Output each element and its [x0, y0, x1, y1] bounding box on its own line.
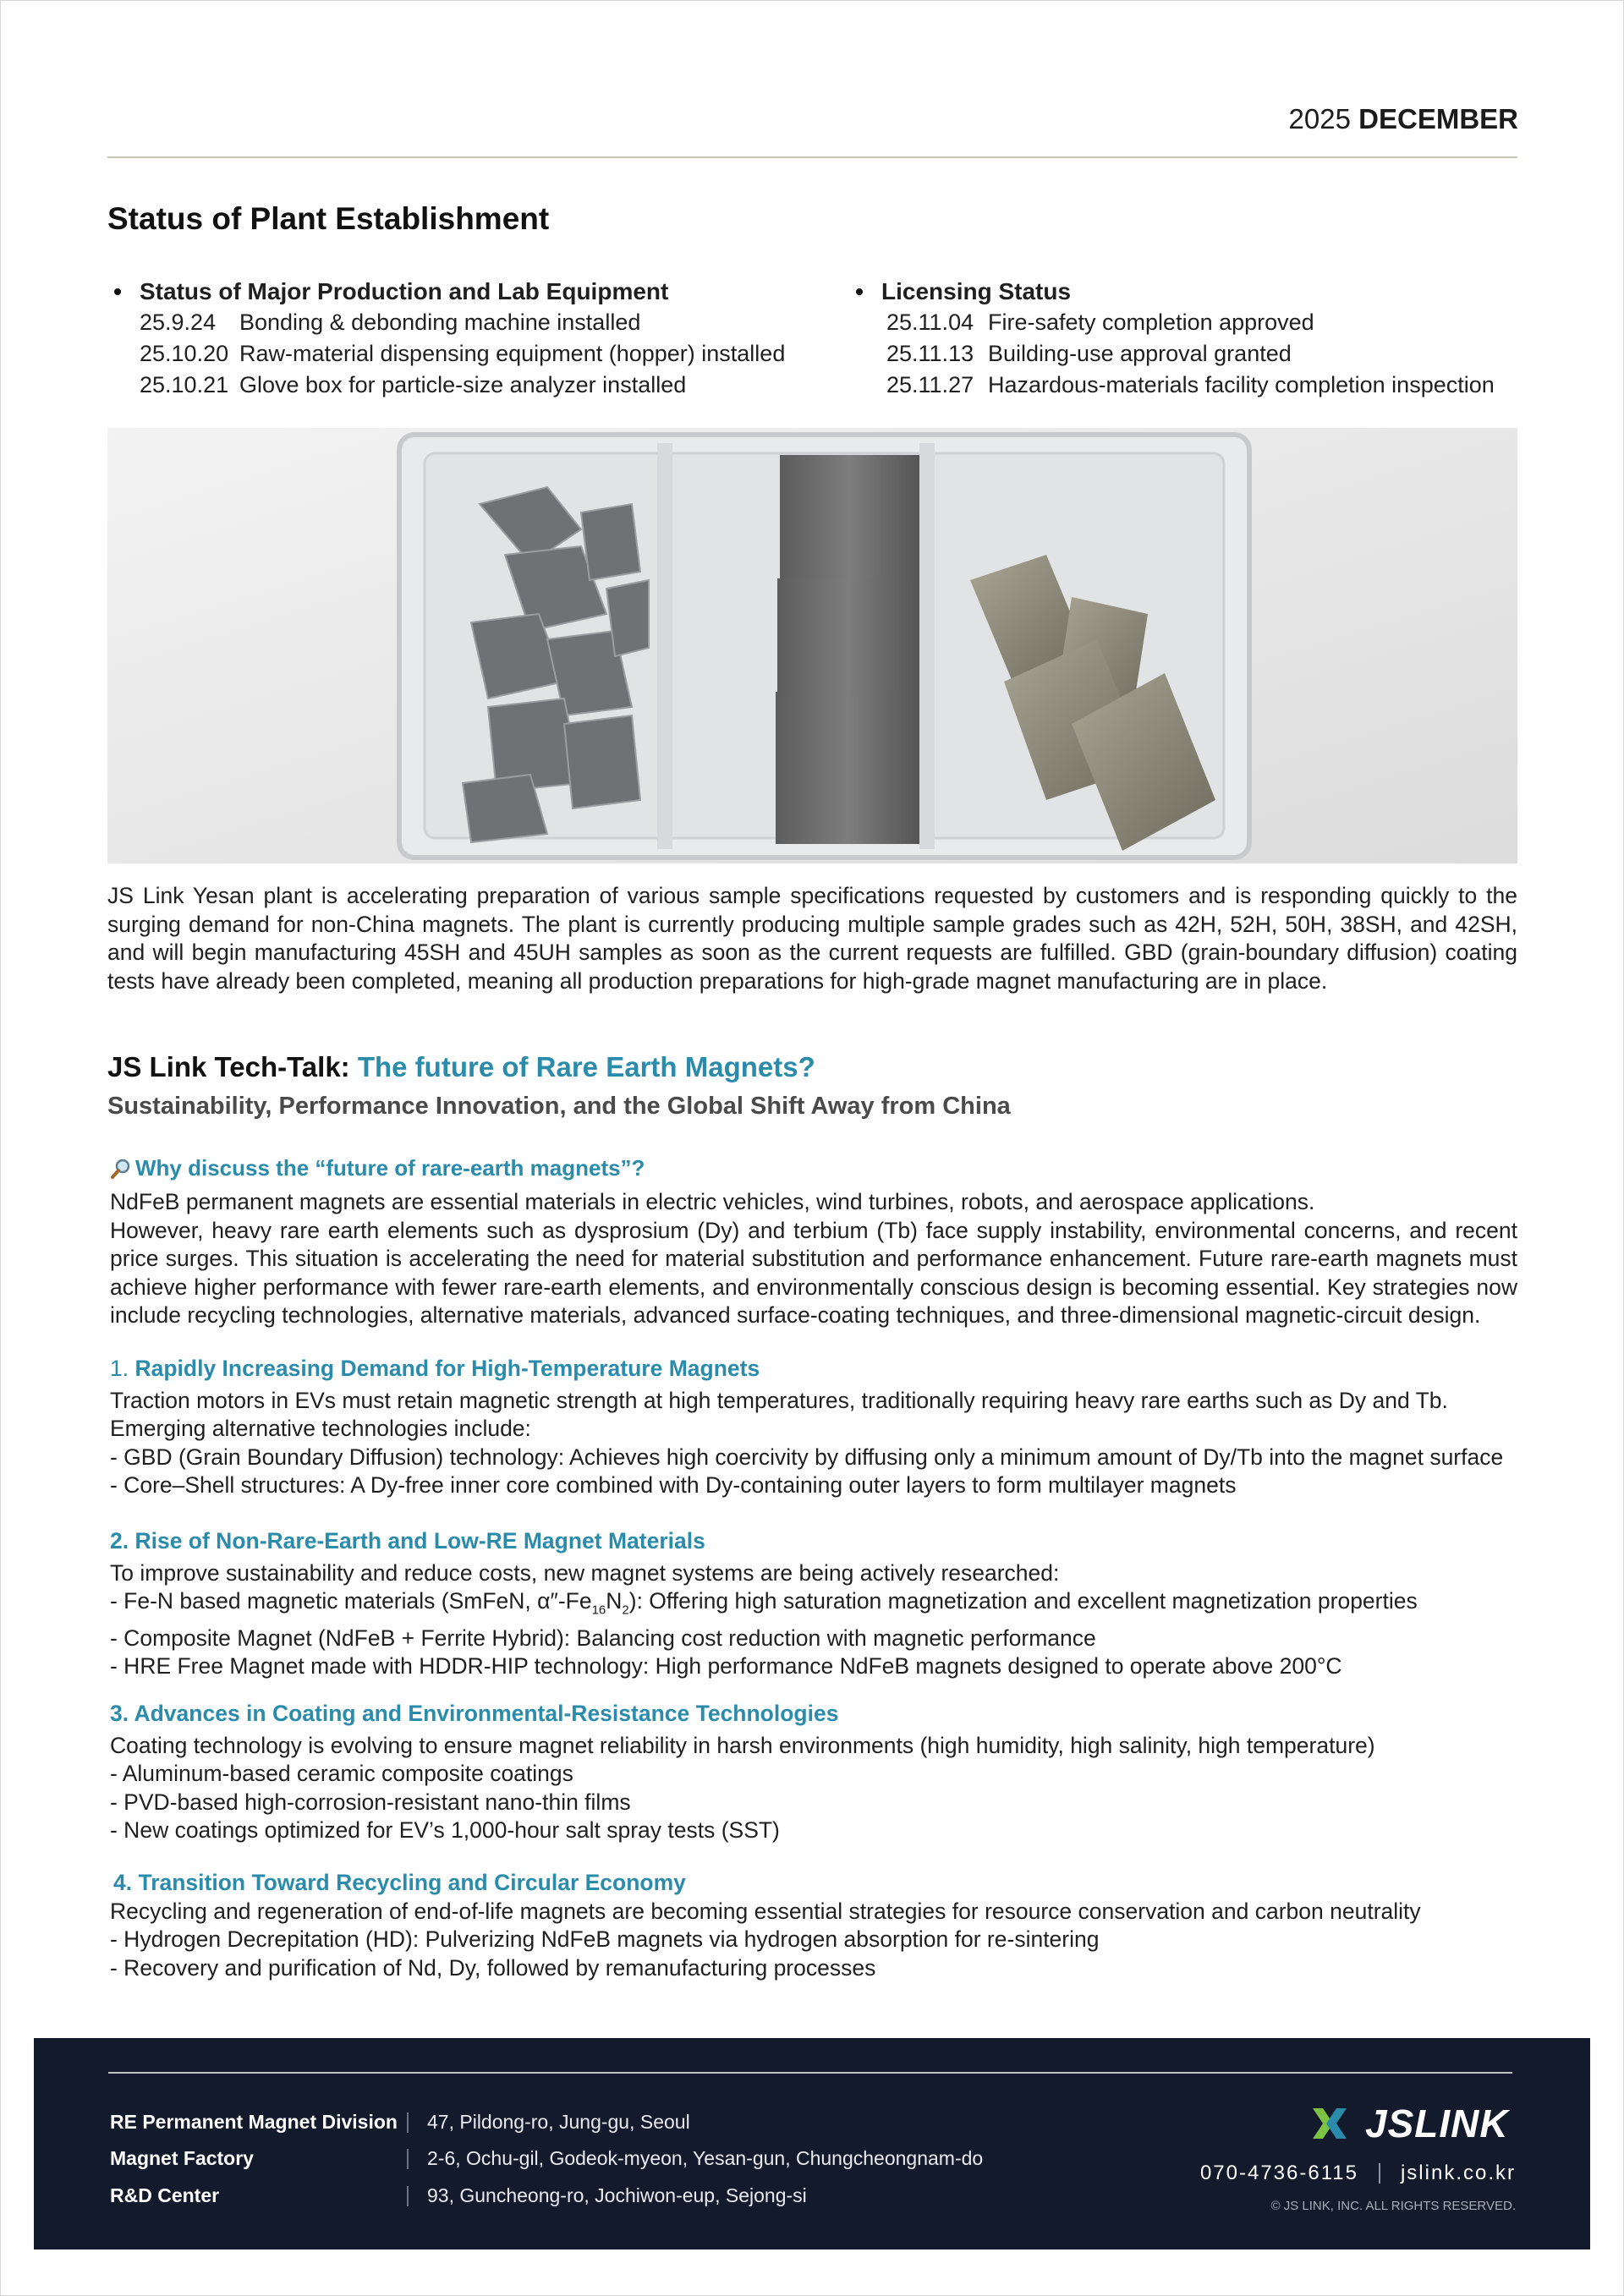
section-3	[110, 1700, 1517, 1845]
list-item: 25.11.04 Fire-safety completion approved	[886, 310, 1314, 335]
techtalk-subtitle: Sustainability, Performance Innovation, and the Global Shift Away from China	[107, 1093, 1011, 1120]
section-2-heading: 2. Rise of Non-Rare-Earth and Low-RE Magnet Materials	[110, 1528, 705, 1553]
list-item: - Recovery and purification of Nd, Dy, followed by remanufacturing processes	[110, 1954, 876, 1981]
techtalk-intro	[110, 1188, 1517, 1330]
section-1	[110, 1355, 1517, 1500]
footer-location: R&D Center 93, Guncheong-ro, Jochiwon-eup, Sejong-si	[110, 2184, 807, 2206]
issue-date	[1289, 103, 1518, 135]
footer-contact	[1200, 2162, 1516, 2185]
footer-divider	[108, 2072, 1512, 2074]
intro-line: NdFeB permanent magnets are essential materials in electric vehicles, wind turbines, robots, and aerospace applications.	[110, 1189, 1315, 1214]
magnifier-icon	[110, 1158, 132, 1180]
list-item: - Aluminum-based ceramic composite coatings	[110, 1761, 573, 1786]
section-4-heading: 4. Transition Toward Recycling and Circular Economy	[113, 1870, 686, 1895]
techtalk-title: JS Link Tech-Talk: The future of Rare Earth Magnets?	[107, 1051, 815, 1082]
why-heading: Why discuss the “future of rare-earth magnets”?	[110, 1155, 645, 1181]
logo-wordmark: JSLINK	[1365, 2101, 1509, 2145]
equipment-status-list	[114, 276, 842, 401]
licensing-status-list	[856, 276, 1533, 401]
list-item: - HRE Free Magnet made with HDDR-HIP technology: High performance NdFeB magnets designed to operate above 200°C	[110, 1653, 1342, 1680]
intro-paragraph: However, heavy rare earth elements such as dysprosium (Dy) and terbium (Tb) face supply instability, environmental concerns, and recent price surges. This situation is accelerating the need for material substitution and performance enhancement. Future rare-earth magnets must achieve higher performance with fewer rare-earth elements, and environmentally conscious design is becoming essential. Key strategies now include recycling technologies, alternative materials, advanced surface-coating techniques, and three-dimensional magnetic-circuit design.	[110, 1217, 1517, 1328]
separator	[407, 2149, 409, 2169]
section-4	[110, 1869, 1517, 1982]
plant-description: JS Link Yesan plant is accelerating preparation of various sample specifications requested by customers and is responding quickly to the surging demand for non-China magnets. The plant is currently producing multiple sample grades such as 42H, 52H, 50H, 38SH, and 42SH, and will begin manufacturing 45SH and 45UH samples as soon as the current requests are fulfilled. GBD (grain-boundary diffusion) coating tests have already been completed, meaning all production preparations for high-grade magnet manufacturing are in place.	[107, 883, 1517, 994]
list-item: - GBD (Grain Boundary Diffusion) technology: Achieves high coercivity by diffusing only a minimum amount of Dy/Tb into the magnet surface	[110, 1444, 1504, 1470]
header-divider	[107, 156, 1517, 158]
section-2	[110, 1527, 1517, 1681]
separator	[407, 2186, 409, 2206]
list-item: - Fe-N based magnetic materials (SmFeN, $\alpha''-Fe_{16}N_2$): Offering high saturation magnetization and excellent magnetization properties	[110, 1588, 1418, 1618]
footer-location: Magnet Factory 2-6, Ochu-gil, Godeok-myeon, Yesan-gun, Chungcheongnam-do	[110, 2147, 984, 2169]
list-item: 25.10.21 Glove box for particle-size analyzer installed	[140, 372, 687, 397]
bullet-icon	[856, 288, 863, 295]
section-3-body: Coating technology is evolving to ensure magnet reliability in harsh environments (high humidity, high salinity, high temperature)	[110, 1732, 1375, 1758]
list-item: - Core–Shell structures: A Dy-free inner core combined with Dy-containing outer layers to form multilayer magnets	[110, 1472, 1237, 1498]
list-item: - Hydrogen Decrepitation (HD): Pulverizing NdFeB magnets via hydrogen absorption for re-sintering	[110, 1926, 1100, 1952]
list-item: - Composite Magnet (NdFeB + Ferrite Hybrid): Balancing cost reduction with magnetic performance	[110, 1625, 1096, 1651]
footer-location: RE Permanent Magnet Division 47, Pildong-ro, Jung-gu, Seoul	[110, 2111, 690, 2133]
section-3-heading: 3. Advances in Coating and Environmental-Resistance Technologies	[110, 1701, 839, 1726]
section-2-body: To improve sustainability and reduce costs, new magnet systems are being actively researched:	[110, 1559, 1060, 1586]
footer	[34, 2038, 1590, 2249]
jslink-logo	[1311, 2101, 1509, 2146]
issue-year: 2025	[1288, 103, 1351, 134]
phone-number: 070-4736-6115	[1199, 2162, 1358, 2184]
bullet-icon	[114, 288, 121, 295]
section-1-heading: 1. Rapidly Increasing Demand for High-Temperature Magnets	[110, 1356, 760, 1381]
jslink-logo-icon	[1311, 2105, 1358, 2142]
separator	[1379, 2163, 1380, 2184]
issue-month: DECEMBER	[1358, 103, 1518, 134]
techtalk-title-accent: The future of Rare Earth Magnets?	[357, 1051, 815, 1082]
list-item: - New coatings optimized for EV’s 1,000-hour salt spray tests (SST)	[110, 1817, 780, 1843]
list-item: - PVD-based high-corrosion-resistant nano-thin films	[110, 1789, 631, 1815]
equipment-heading: Status of Major Production and Lab Equipment	[114, 276, 842, 307]
licensing-heading: Licensing Status	[856, 276, 1533, 307]
list-item: 25.11.13 Building-use approval granted	[886, 341, 1292, 366]
section-4-body: Recycling and regeneration of end-of-life magnets are becoming essential strategies for resource conservation and carbon neutrality	[110, 1898, 1421, 1924]
list-item: 25.9.24 Bonding & debonding machine installed	[140, 310, 641, 335]
list-item: 25.10.20 Raw-material dispensing equipment (hopper) installed	[140, 341, 786, 366]
list-item: 25.11.27 Hazardous-materials facility completion inspection	[886, 372, 1495, 397]
website-link[interactable]: jslink.co.kr	[1400, 2162, 1516, 2184]
plant-section-title: Status of Plant Establishment	[107, 201, 550, 236]
separator	[407, 2112, 409, 2133]
magnet-samples-photo	[107, 428, 1517, 863]
section-1-body: Traction motors in EVs must retain magnetic strength at high temperatures, traditionally requiring heavy rare earths such as Dy and Tb. Emerging alternative technologies include:	[110, 1387, 1448, 1441]
copyright: © JS LINK, INC. ALL RIGHTS RESERVED.	[1270, 2199, 1516, 2213]
